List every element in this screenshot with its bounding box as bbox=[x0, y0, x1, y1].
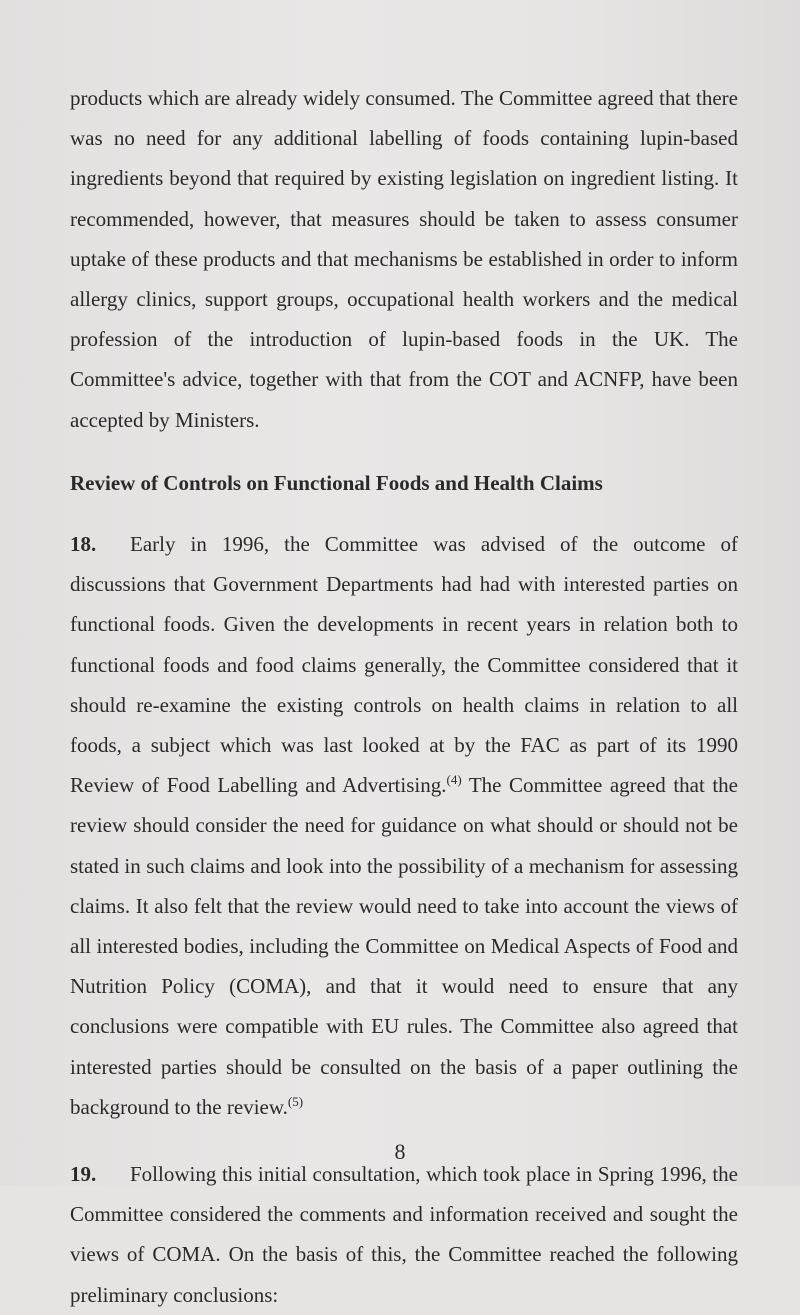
paragraph-18 bbox=[70, 524, 738, 1127]
continued-paragraph bbox=[70, 78, 738, 440]
paragraph-number: 19. bbox=[70, 1162, 97, 1187]
paragraph-text: Early in 1996, the Committee was advised of the outcome of discussions that Government Departments had had with interested parties on functional foods. Given the developments in recent years in relation both to functional foods and food claims generally, the Committee considered that it should re-examine the existing controls on health claims in relation to all foods, a subject which was last looked at by the FAC as part of its 1990 Review of Food Labelling and Advertising. bbox=[70, 532, 738, 798]
page-number: 8 bbox=[394, 1139, 406, 1164]
paragraph-19 bbox=[70, 1154, 738, 1315]
paragraph-text: The Committee agreed that the review should consider the need for guidance on what should or should not be stated in such claims and look into the possibility of a mechanism for assessing claims. It also felt that the review would need to take into account the views of all interested bodies, including the Committee on Medical Aspects of Food and Nutrition Policy (COMA), and that it would need to ensure that any conclusions were compatible with EU rules. The Committee also agreed that interested parties should be consulted on the basis of a paper outlining the background to the review. bbox=[70, 773, 738, 1119]
reference-marker: (5) bbox=[287, 1093, 304, 1109]
paragraph-text: Following this initial consultation, which took place in Spring 1996, the Committee considered the comments and information received and sought the views of COMA. On the basis of this, the Committee reached the following preliminary conclusions: bbox=[70, 1162, 738, 1307]
paragraph-number: 18. bbox=[70, 532, 97, 557]
continued-paragraph-text: products which are already widely consumed. The Committee agreed that there was no need for any additional labelling of foods containing lupin-based ingredients beyond that required by existing legislation on ingredient listing. It recommended, however, that measures should be taken to assess consumer uptake of these products and that mechanisms be established in order to inform allergy clinics, support groups, occupational health workers and the medical profession of the introduction of lupin-based foods in the UK. The Committee's advice, together with that from the COT and ACNFP, have been accepted by Ministers. bbox=[70, 86, 738, 432]
section-heading: Review of Controls on Functional Foods and Health Claims bbox=[70, 470, 603, 495]
reference-marker: (4) bbox=[446, 772, 462, 788]
page-content bbox=[70, 78, 738, 1315]
